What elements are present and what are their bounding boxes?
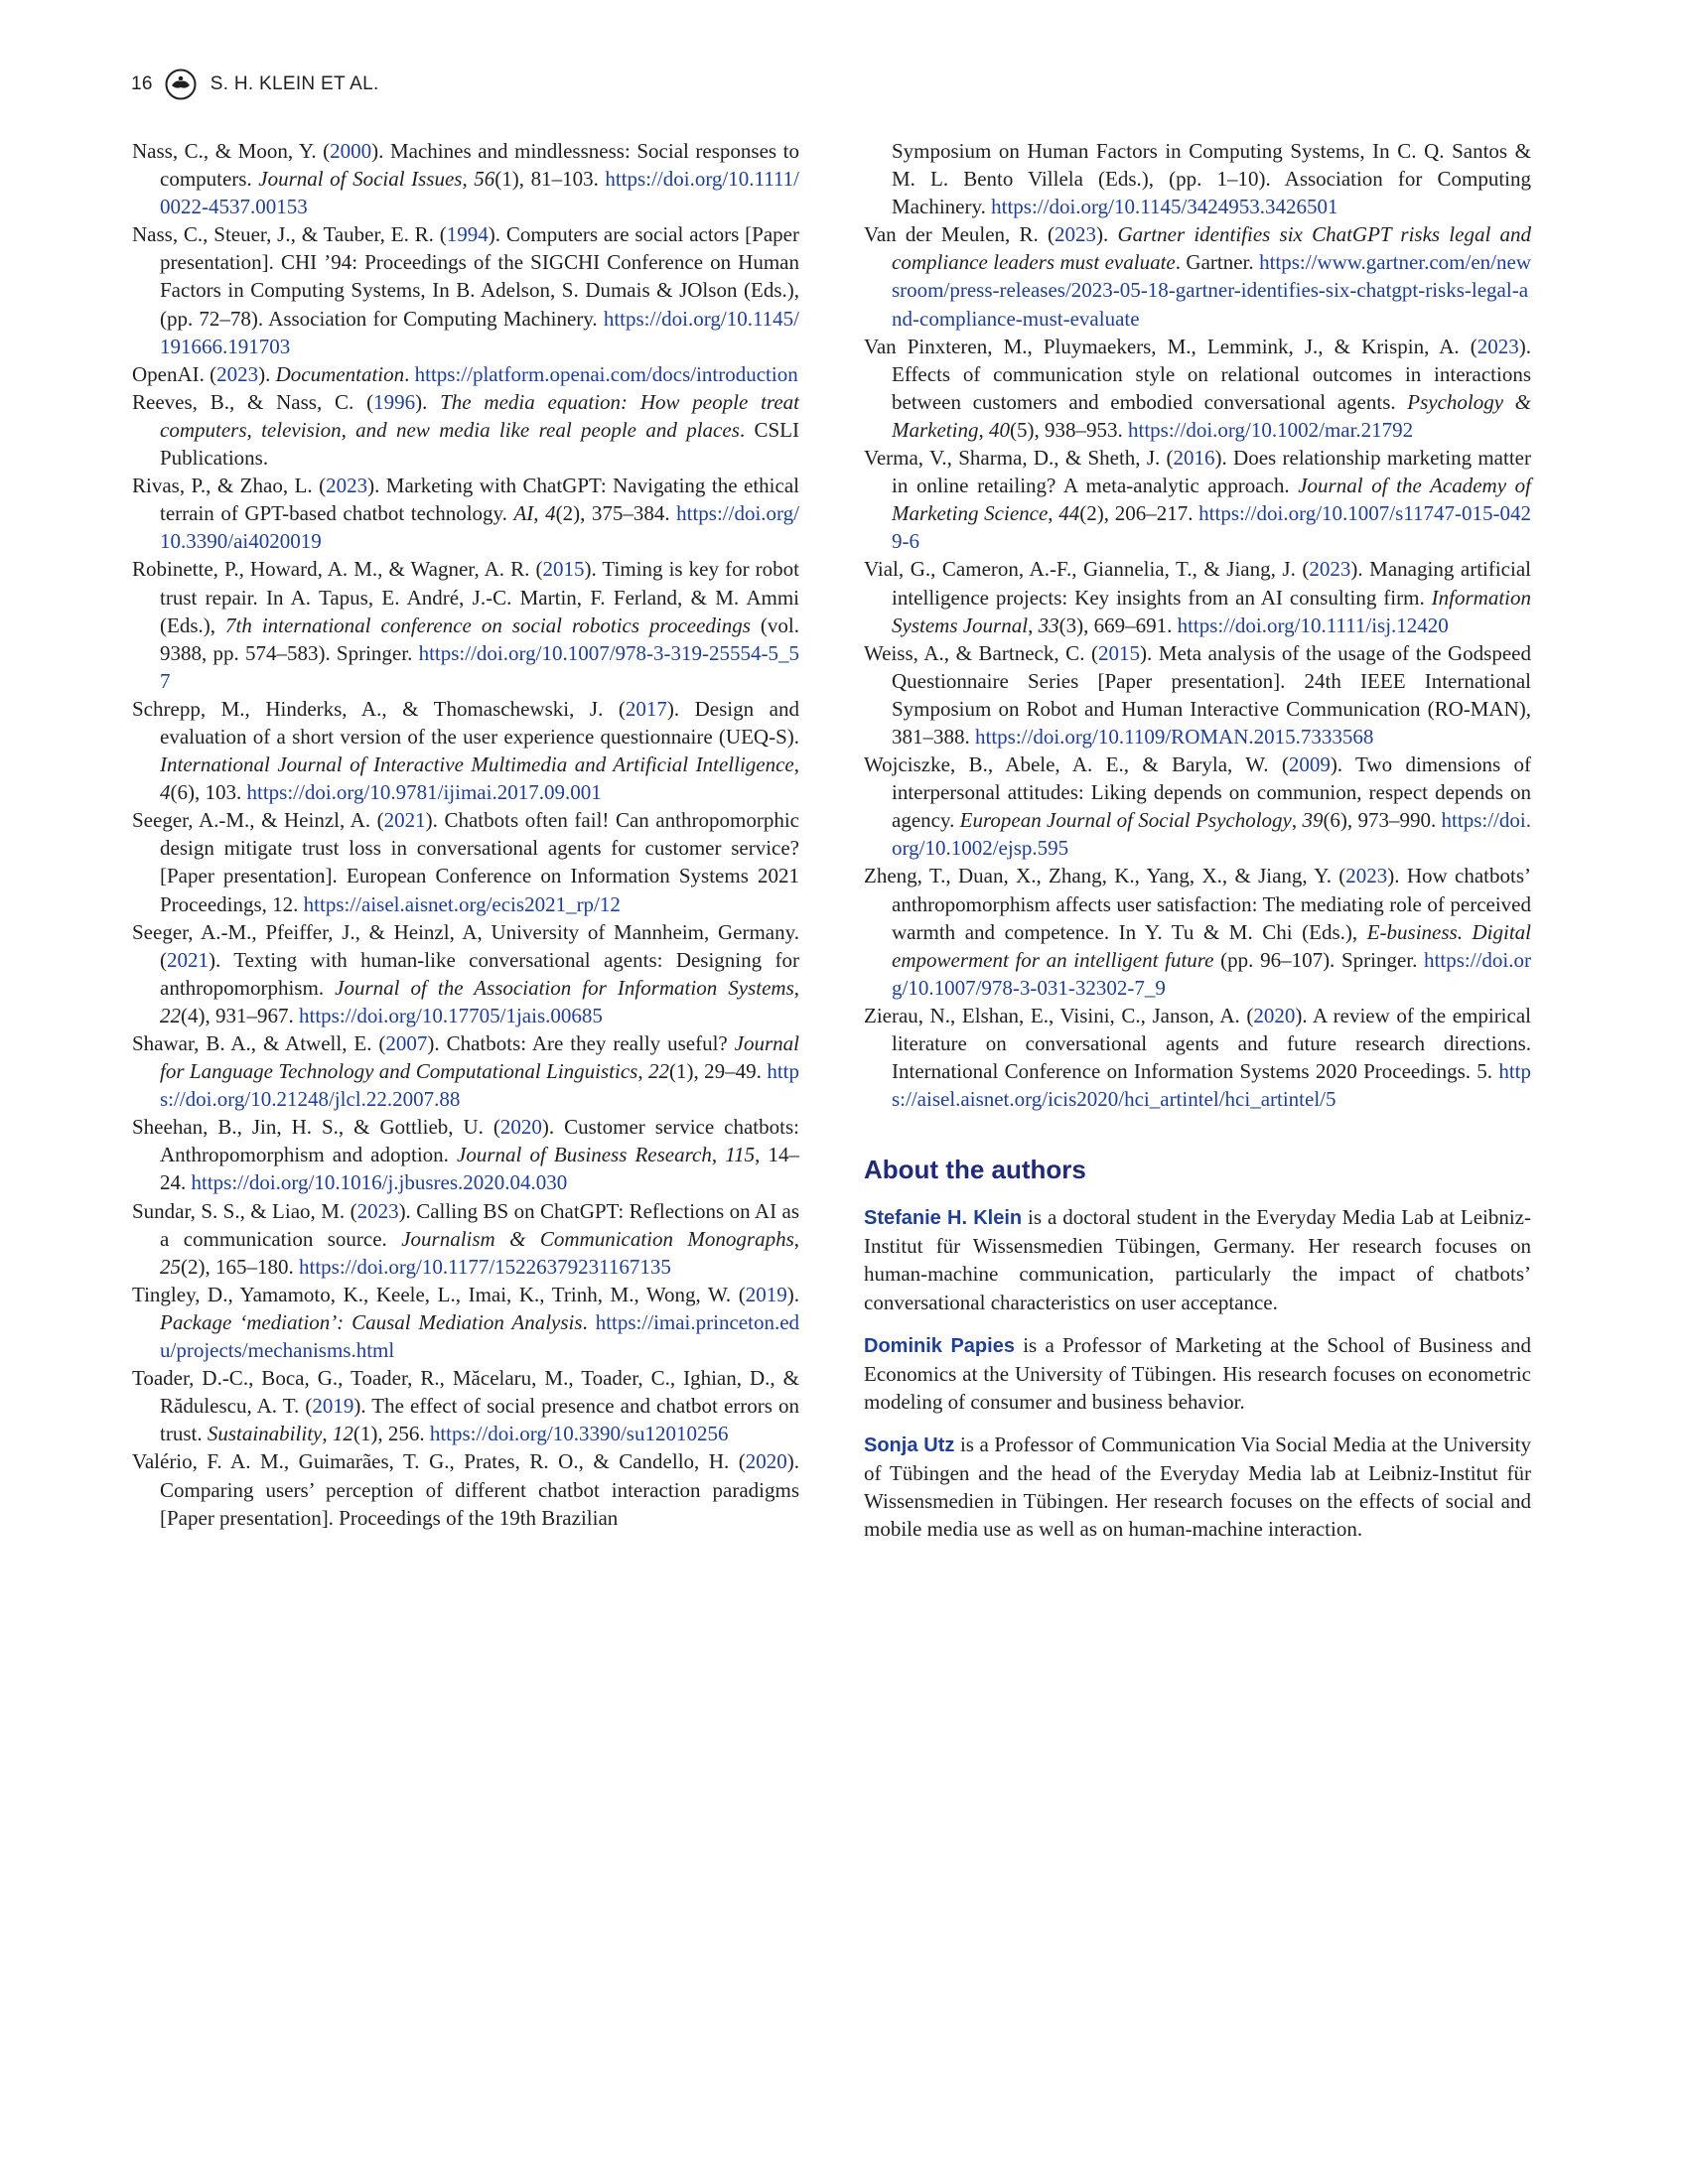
reference-source-title: E-business. Digital empowerment for an intelligent future (892, 919, 1531, 972)
author-name-link[interactable]: Sonja Utz (864, 1433, 955, 1456)
author-bios (864, 1203, 1531, 1543)
reference-text: Van Pinxteren, M., Pluymaekers, M., Lemmink, J., & Krispin, A. ( (864, 334, 1477, 358)
reference-entry (132, 137, 799, 220)
reference-source-title: Journal for Language Technology and Computational Linguistics (160, 1031, 799, 1084)
reference-source-title: The media equation: How people treat computers, television, and new media like real people and places (160, 389, 799, 442)
reference-text: , (462, 167, 475, 192)
reference-text: Sundar, S. S., & Liao, M. ( (132, 1198, 357, 1223)
reference-text: , (1028, 613, 1039, 637)
reference-year-link[interactable]: 2023 (1054, 222, 1096, 247)
reference-text: ). (786, 1282, 799, 1306)
reference-entry (864, 333, 1531, 444)
references-right-list (864, 137, 1531, 1113)
references-right-column (864, 137, 1531, 1558)
reference-source-title: Sustainability (207, 1422, 323, 1446)
reference-volume: 22 (648, 1059, 669, 1084)
reference-text: , (711, 1143, 726, 1167)
reference-text: , (1291, 808, 1303, 833)
reference-entry (132, 806, 799, 917)
reference-doi-link[interactable]: https://doi.org/10.1145/191666.191703 (160, 306, 799, 358)
reference-text: , (793, 1226, 799, 1251)
reference-year-link[interactable]: 2023 (356, 1198, 399, 1223)
reference-text: ). The effect of social presence and chatbot errors on trust. (160, 1394, 799, 1446)
reference-year-link[interactable]: 2015 (542, 557, 585, 582)
reference-year-link[interactable]: 2023 (1345, 864, 1388, 888)
reference-text: , (322, 1422, 333, 1446)
reference-text: ). Effects of communication style on relational outcomes in interactions between customers and embodied conversational agents. (892, 334, 1531, 414)
reference-year-link[interactable]: 2007 (385, 1031, 428, 1055)
reference-year-link[interactable]: 2000 (330, 139, 372, 163)
about-authors-heading: About the authors (864, 1155, 1086, 1185)
running-head: S. H. KLEIN ET AL. (210, 73, 379, 94)
reference-text: (2), 375–384. (555, 501, 677, 526)
reference-text: (2), 165–180. (181, 1254, 299, 1279)
reference-entry (132, 388, 799, 472)
reference-text: . (582, 1309, 596, 1334)
reference-doi-link[interactable]: https://doi.org/10.9781/ijimai.2017.09.001 (246, 780, 602, 805)
reference-entry (864, 639, 1531, 751)
reference-volume: 12 (332, 1422, 353, 1446)
reference-doi-link[interactable]: https://aisel.aisnet.org/ecis2021_rp/12 (303, 891, 621, 916)
reference-source-title: Journalism & Communication Monographs (401, 1226, 794, 1251)
reference-entry (864, 555, 1531, 638)
reference-volume: 39 (1302, 808, 1324, 833)
reference-text: ). Two dimensions of interpersonal attitudes: Liking depends on communion, respect depends on agency. (892, 752, 1531, 833)
reference-text: ). (415, 389, 441, 414)
reference-volume: 115 (725, 1143, 756, 1167)
reference-doi-link[interactable]: https://doi.org/10.1002/mar.21792 (1127, 417, 1414, 442)
reference-text: Van der Meulen, R. ( (864, 222, 1055, 247)
reference-text: Zheng, T., Duan, X., Zhang, K., Yang, X., & Jiang, Y. ( (864, 864, 1346, 888)
reference-text: (1), 29–49. (669, 1059, 768, 1084)
reference-year-link[interactable]: 2009 (1288, 752, 1331, 777)
reference-year-link[interactable]: 2023 (1309, 557, 1351, 582)
reference-doi-link[interactable]: https://doi.org/10.1007/978-3-031-32302-7_9 (892, 947, 1531, 1000)
reference-doi-link[interactable]: https://doi.org/10.1145/3424953.3426501 (991, 195, 1338, 219)
reference-volume: 4 (160, 780, 171, 805)
reference-text: OpenAI. ( (132, 361, 217, 386)
references-left-column (132, 137, 799, 1532)
reference-text: Verma, V., Sharma, D., & Sheth, J. ( (864, 446, 1174, 471)
reference-text: (pp. 96–107). Springer. (1213, 947, 1425, 972)
reference-text: Valério, F. A. M., Guimarães, T. G., Prates, R. O., & Candello, H. ( (132, 1449, 746, 1474)
page-number: 16 (131, 73, 153, 94)
reference-text: (1), 81–103. (494, 167, 606, 192)
reference-entry (132, 1029, 799, 1113)
reference-doi-link[interactable]: https://imai.princeton.edu/projects/mechanisms.html (160, 1309, 800, 1363)
reference-text: Tingley, D., Yamamoto, K., Keele, L., Imai, K., Trinh, M., Wong, W. ( (132, 1282, 746, 1306)
reference-text: ). Computers are social actors [Paper presentation]. CHI ’94: Proceedings of the SIGCHI Conference on Human Factors in Computing Systems, In B. Adelson, S. Dumais & JOlson (Eds.), (pp. 72–78). Association for Computing Machinery. (160, 222, 799, 331)
author-name-link[interactable]: Dominik Papies (864, 1334, 1015, 1357)
reference-volume: 25 (160, 1254, 181, 1279)
publisher-logo-icon (165, 68, 197, 100)
reference-entry (864, 220, 1531, 332)
reference-text: . CSLI Publications. (160, 417, 799, 471)
reference-text: ). Timing is key for robot trust repair. In A. Tapus, E. André, J.-C. Martin, F. Ferland, & M. Ammi (Eds.), (160, 557, 799, 637)
reference-doi-link[interactable]: https://doi.org/10.1007/978-3-319-25554-5_57 (160, 640, 799, 693)
reference-volume: 40 (988, 417, 1010, 442)
reference-text: ). Comparing users’ perception of different chatbot interaction paradigms [Paper presentation]. Proceedings of the 19th Brazilian (160, 1449, 799, 1530)
reference-text: ). Meta analysis of the usage of the Godspeed Questionnaire Series [Paper presentation]. 24th IEEE International Symposium on Robot and Human Interactive Communication (RO-MAN), 381–388. (892, 640, 1532, 749)
reference-entry (132, 1364, 799, 1447)
reference-volume: 33 (1038, 613, 1059, 637)
reference-source-title: AI (513, 501, 534, 526)
author-bio (864, 1331, 1531, 1416)
reference-source-title: 7th international conference on social robotics proceedings (225, 613, 751, 637)
reference-text: . (404, 361, 415, 386)
reference-text: Toader, D.-C., Boca, G., Toader, R., Măcelaru, M., Toader, C., Ighian, D., & Rădulescu, A. T. ( (132, 1366, 799, 1419)
reference-doi-link[interactable]: https://doi.org/10.1111/isj.12420 (1177, 613, 1449, 637)
reference-text: Nass, C., Steuer, J., & Tauber, E. R. ( (132, 222, 447, 247)
reference-entry (132, 1197, 799, 1281)
reference-entry (864, 751, 1531, 862)
reference-year-link[interactable]: 2017 (625, 696, 667, 721)
reference-year-link[interactable]: 2019 (312, 1394, 354, 1419)
reference-text: ). Chatbots often fail! Can anthropomorphic design mitigate trust loss in conversational agents for customer service? [Paper presentation]. European Conference on Information Systems 2021 Proceedings, 12. (160, 808, 799, 916)
reference-text: Sheehan, B., Jin, H. S., & Gottlieb, U. ( (132, 1115, 500, 1140)
reference-text: ). Chatbots: Are they really useful? (427, 1031, 735, 1055)
reference-text: (1), 256. (352, 1422, 430, 1446)
reference-volume: 56 (474, 167, 495, 192)
reference-text: Wojciszke, B., Abele, A. E., & Baryla, W. ( (864, 752, 1289, 777)
reference-source-title: Documentation (275, 361, 405, 386)
reference-year-link[interactable]: 2020 (1253, 1003, 1296, 1027)
reference-year-link[interactable]: 2023 (326, 474, 368, 498)
reference-text: (5), 938–953. (1009, 417, 1128, 442)
reference-entry (132, 472, 799, 555)
reference-text: (3), 669–691. (1058, 613, 1178, 637)
reference-year-link[interactable]: 2015 (1098, 640, 1141, 665)
reference-source-title: Journal of Social Issues (258, 167, 463, 192)
reference-year-link[interactable]: 1994 (446, 222, 489, 247)
reference-doi-link[interactable]: https://doi.org/10.3390/ai4020019 (160, 501, 799, 554)
reference-text: ). Customer service chatbots: Anthropomorphism and adoption. (160, 1115, 799, 1167)
reference-text: Rivas, P., & Zhao, L. ( (132, 474, 327, 498)
reference-text: Shawar, B. A., & Atwell, E. ( (132, 1031, 386, 1055)
reference-year-link[interactable]: 2021 (383, 808, 426, 833)
reference-text: ). Texting with human-like conversational agents: Designing for anthropomorphism. (160, 947, 799, 1000)
reference-text: ). Managing artificial intelligence projects: Key insights from an AI consulting firm. (892, 557, 1531, 610)
reference-text: (6), 103. (170, 780, 247, 805)
reference-entry (132, 220, 799, 359)
author-bio-text: is a doctoral student in the Everyday Media Lab at Leibniz-Institut für Wissensmedien Tübingen, Germany. Her research focuses on human-machine communication, particularly the impact of chatbots’ conversational characteristics on user acceptance. (864, 1205, 1531, 1314)
author-name-link[interactable]: Stefanie H. Klein (864, 1207, 1023, 1230)
reference-text: ). Does relationship marketing matter in online retailing? A meta-analytic approach. (892, 446, 1531, 498)
reference-entry (864, 137, 1531, 220)
running-header (131, 69, 379, 99)
reference-volume: 44 (1058, 501, 1080, 526)
reference-entry (864, 862, 1531, 1001)
reference-source-title: Gartner identifies six ChatGPT risks legal and compliance leaders must evaluate (892, 222, 1532, 275)
reference-text: ). A review of the empirical literature on conversational agents and future research directions. International Conference on Information Systems 2020 Proceedings. 5. (892, 1003, 1531, 1084)
author-bio (864, 1431, 1531, 1543)
reference-text: Seeger, A.-M., & Heinzl, A. ( (132, 808, 384, 833)
reference-text: Vial, G., Cameron, A.-F., Giannelia, T., & Jiang, J. ( (864, 557, 1310, 582)
reference-source-title: International Journal of Interactive Multimedia and Artificial Intelligence (160, 752, 794, 777)
reference-text: , (1048, 501, 1059, 526)
reference-source-title: Information Systems Journal (892, 585, 1531, 637)
reference-doi-link[interactable]: https://doi.org/10.17705/1jais.00685 (299, 1003, 603, 1027)
reference-text: ). (258, 361, 276, 386)
reference-source-title: Journal of Business Research (457, 1143, 712, 1167)
reference-text: , (793, 975, 800, 1000)
reference-source-title: Psychology & Marketing (892, 389, 1531, 442)
reference-year-link[interactable]: 2023 (1477, 334, 1519, 358)
reference-text: , (533, 501, 546, 526)
reference-entry (132, 1447, 799, 1531)
reference-year-link[interactable]: 2019 (745, 1282, 787, 1306)
reference-text: Robinette, P., Howard, A. M., & Wagner, A. R. ( (132, 557, 543, 582)
reference-entry (132, 555, 799, 694)
author-bio-text: is a Professor of Marketing at the School of Business and Economics at the University of Tübingen. His research focuses on econometric modeling of consumer and business behavior. (864, 1332, 1532, 1414)
reference-text: ). Machines and mindlessness: Social responses to computers. (160, 139, 799, 192)
reference-text: ). How chatbots’ anthropomorphism affects user satisfaction: The mediating role of perceived warmth and competence. In Y. Tu & M. Chi (Eds.), (892, 864, 1531, 944)
reference-volume: 4 (545, 501, 556, 526)
reference-year-link[interactable]: 2023 (216, 361, 259, 386)
reference-text: , (978, 417, 989, 442)
reference-year-link[interactable]: 2021 (167, 947, 209, 972)
reference-doi-link[interactable]: https://doi.org/10.1177/15226379231167135 (299, 1254, 671, 1279)
reference-text: Zierau, N., Elshan, E., Visini, C., Janson, A. ( (864, 1003, 1254, 1027)
author-bio (864, 1203, 1531, 1315)
reference-doi-link[interactable]: https://aisel.aisnet.org/icis2020/hci_artintel/hci_artintel/5 (892, 1059, 1531, 1112)
reference-text: ). Calling BS on ChatGPT: Reflections on AI as a communication source. (160, 1198, 799, 1251)
reference-text: , (793, 752, 799, 777)
reference-text: (6), 973–990. (1323, 808, 1442, 833)
reference-volume: 22 (160, 1003, 181, 1027)
reference-text: Weiss, A., & Bartneck, C. ( (864, 640, 1099, 665)
reference-entry (132, 1281, 799, 1364)
reference-text: Symposium on Human Factors in Computing Systems, In C. Q. Santos & M. L. Bento Villela (Eds.), (pp. 1–10). Association for Computing Machinery. (892, 139, 1531, 219)
reference-doi-link[interactable]: https://doi.org/10.1002/ejsp.595 (892, 808, 1531, 861)
reference-entry (864, 444, 1531, 555)
reference-text: . Gartner. (1175, 250, 1260, 275)
reference-text: , (637, 1059, 648, 1084)
reference-text: ). Marketing with ChatGPT: Navigating the ethical terrain of GPT-based chatbot technology. (160, 474, 799, 526)
reference-entry (132, 695, 799, 806)
reference-text: ). (1095, 222, 1118, 247)
reference-entry (864, 1002, 1531, 1113)
reference-doi-link[interactable]: https://doi.org/10.1016/j.jbusres.2020.04.030 (191, 1170, 568, 1195)
reference-year-link[interactable]: 1996 (373, 389, 416, 414)
reference-doi-link[interactable]: https://doi.org/10.1109/ROMAN.2015.7333568 (975, 724, 1374, 749)
reference-text: Nass, C., & Moon, Y. ( (132, 139, 331, 163)
reference-doi-link[interactable]: https://doi.org/10.21248/jlcl.22.2007.88 (160, 1059, 799, 1112)
reference-source-title: European Journal of Social Psychology (959, 808, 1292, 833)
reference-doi-link[interactable]: https://doi.org/10.1007/s11747-015-0429-6 (892, 501, 1531, 554)
reference-year-link[interactable]: 2020 (499, 1115, 542, 1140)
reference-year-link[interactable]: 2020 (745, 1449, 787, 1474)
reference-text: Seeger, A.-M., Pfeiffer, J., & Heinzl, A, University of Mannheim, Germany. ( (132, 919, 799, 972)
reference-doi-link[interactable]: https://www.gartner.com/en/newsroom/press-releases/2023-05-18-gartner-identifies-six-chatgpt-risks-legal-and-compliance-must-evaluate (892, 250, 1531, 331)
reference-entry (132, 918, 799, 1029)
reference-text: (vol. 9388, pp. 574–583). Springer. (160, 613, 799, 665)
reference-text: (4), 931–967. (181, 1003, 299, 1027)
reference-text: ). Design and evaluation of a short version of the user experience questionnaire (UEQ-S). (160, 696, 799, 749)
reference-year-link[interactable]: 2016 (1173, 446, 1215, 471)
reference-text: , 14–24. (160, 1143, 799, 1195)
reference-doi-link[interactable]: https://doi.org/10.1111/0022-4537.00153 (160, 167, 800, 219)
reference-doi-link[interactable]: https://platform.openai.com/docs/introduction (414, 361, 798, 386)
reference-doi-link[interactable]: https://doi.org/10.3390/su12010256 (429, 1422, 729, 1446)
reference-source-title: Journal of the Academy of Marketing Science (892, 474, 1531, 526)
reference-text: Schrepp, M., Hinderks, A., & Thomaschewski, J. ( (132, 696, 626, 721)
reference-text: (2), 206–217. (1079, 501, 1199, 526)
reference-source-title: Journal of the Association for Information Systems (335, 975, 794, 1000)
reference-entry (132, 360, 799, 388)
author-bio-text: is a Professor of Communication Via Social Media at the University of Tübingen and the head of the Everyday Media lab at Leibniz-Institut für Wissensmedien in Tübingen. Her research focuses on the effects of social and mobile media use as well as on human-machine interaction. (864, 1432, 1531, 1542)
reference-entry (132, 1113, 799, 1196)
reference-source-title: Package ‘mediation’: Causal Mediation Analysis (160, 1309, 583, 1334)
reference-text: Reeves, B., & Nass, C. ( (132, 389, 374, 414)
